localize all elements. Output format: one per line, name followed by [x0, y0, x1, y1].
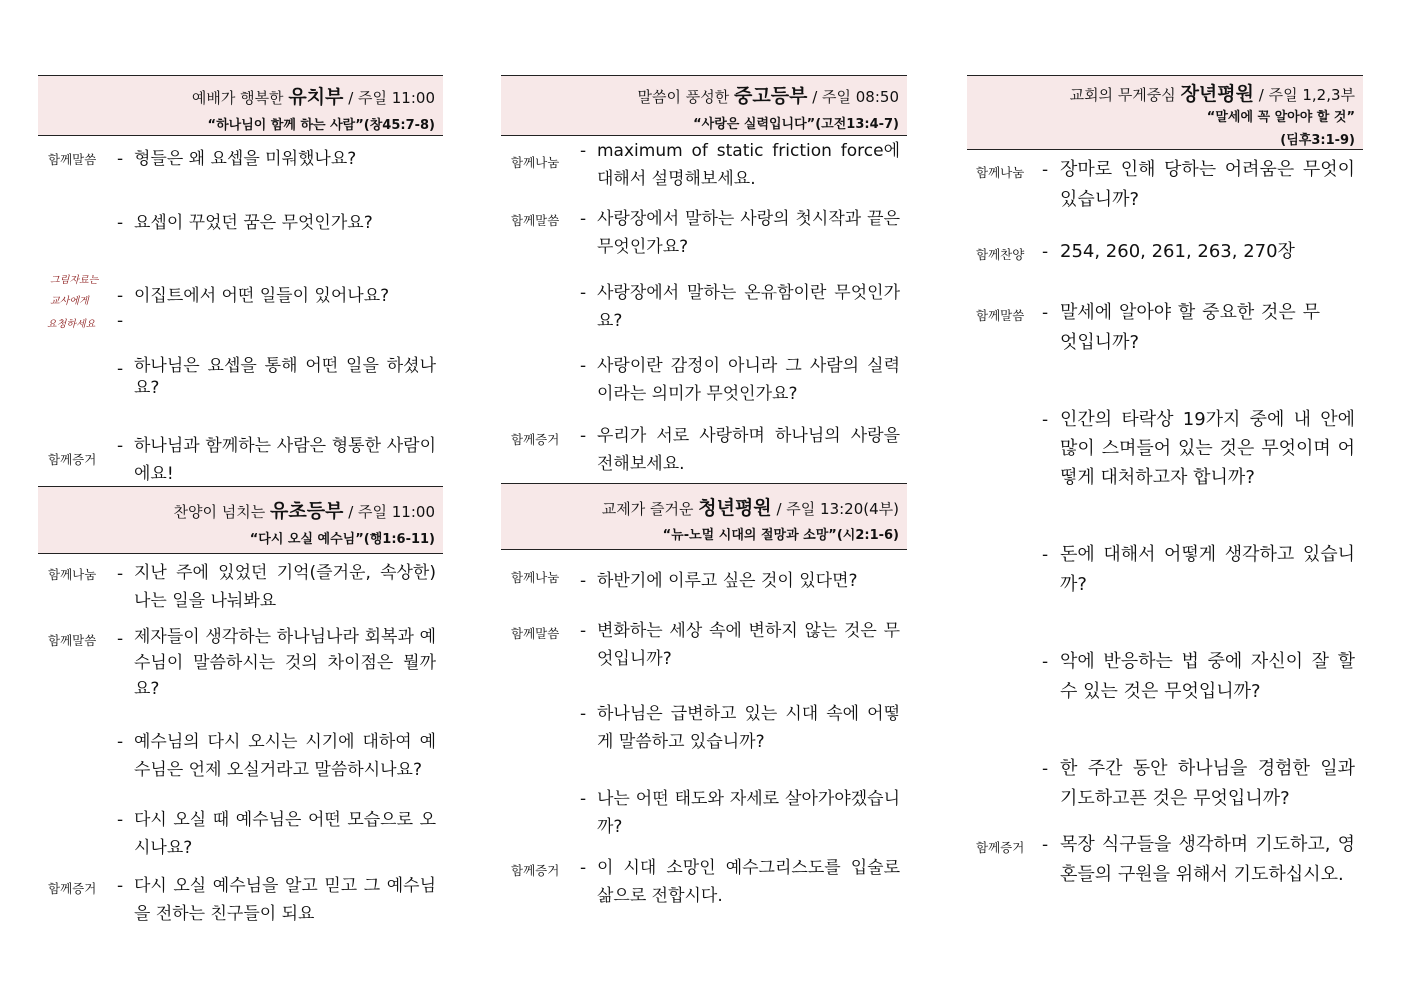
youth-tag-4: 함께증거	[511, 432, 560, 447]
dash: -	[117, 732, 124, 752]
kindergarten-note-line-1: 교사에게	[50, 296, 89, 307]
dash: -	[117, 629, 124, 649]
dash: -	[117, 810, 124, 830]
dash: -	[1042, 652, 1049, 672]
kindergarten-header	[38, 75, 443, 136]
youth-question-4: 우리가 서로 사랑하며 하나님의 사랑을 전해보세요.	[597, 426, 900, 474]
adults-question-7: 목장 식구들을 생각하며 기도하고, 영혼들의 구원을 위해서 기도하십시오.	[1060, 834, 1355, 885]
adults-question-0: 장마로 인해 당하는 어려움은 무엇이 있습니까?	[1060, 159, 1355, 210]
dash: -	[580, 283, 587, 303]
elementary-question-0: 지난 주에 있었던 기억(즐거운, 속상한)나는 일을 나눠봐요	[134, 563, 436, 611]
young-adults-tag-0: 함께나눔	[511, 570, 560, 585]
dash: -	[580, 356, 587, 376]
elementary-theme: “다시 오실 예수님”(행1:6-11)	[249, 532, 435, 547]
adults-question-6: 한 주간 동안 하나님을 경험한 일과 기도하고픈 것은 무엇입니까?	[1060, 758, 1355, 809]
youth-tag-1: 함께말씀	[511, 213, 560, 228]
adults-theme-ref: (딤후3:1-9)	[1280, 133, 1355, 148]
adults-title: 교회의 무게중심 장년평원 / 주일 1,2,3부	[1069, 83, 1355, 105]
dash: -	[580, 789, 587, 809]
dash: -	[580, 571, 587, 591]
young-adults-question-1: 변화하는 세상 속에 변하지 않는 것은 무엇입니까?	[597, 621, 900, 669]
adults-question-4: 돈에 대해서 어떻게 생각하고 있습니까?	[1060, 544, 1355, 595]
dash: -	[1042, 242, 1049, 262]
dash: -	[1042, 410, 1049, 430]
kindergarten-question-2: 이집트에서 어떤 일들이 있어나요?	[134, 286, 390, 306]
elementary-tag-4: 함께증거	[48, 881, 97, 896]
kindergarten-dept: 유치부	[288, 86, 344, 108]
dash: -	[1042, 160, 1049, 180]
kindergarten-question-5: 하나님과 함께하는 사람은 형통한 사람이에요!	[134, 436, 436, 484]
elementary-question-2: 예수님의 다시 오시는 시기에 대하여 예수님은 언제 오실거라고 말씀하시나요?	[134, 732, 436, 780]
dash: -	[117, 286, 124, 306]
kindergarten-title: 예배가 행복한 유치부 / 주일 11:00	[191, 86, 435, 108]
young-adults-title: 교제가 즐거운 청년평원 / 주일 13:20(4부)	[601, 497, 899, 519]
kindergarten-question-0: 형들은 왜 요셉을 미워했나요?	[134, 149, 357, 169]
elementary-tag-1: 함께말씀	[48, 633, 97, 648]
dash: -	[580, 704, 587, 724]
adults-question-3: 인간의 타락상 19가지 중에 내 안에 많이 스며들어 있는 것은 무엇이며 어떻게 대처하고자 합니까?	[1060, 409, 1355, 488]
dash: -	[1042, 303, 1049, 323]
youth-dept: 중고등부	[733, 85, 808, 107]
dash: -	[580, 621, 587, 641]
adults-header	[967, 75, 1363, 150]
adults-tag-0: 함께나눔	[976, 165, 1025, 180]
youth-tag-0: 함께나눔	[511, 155, 560, 170]
adults-tag-7: 함께증거	[976, 840, 1025, 855]
kindergarten-tag-0: 함께말씀	[48, 152, 97, 167]
adults-question-5: 악에 반응하는 법 중에 자신이 잘 할 수 있는 것은 무엇입니까?	[1060, 651, 1355, 702]
adults-question-2: 말세에 알아야 할 중요한 것은 무엇입니까?	[1060, 302, 1320, 353]
dash: -	[117, 149, 124, 169]
young-adults-question-4: 이 시대 소망인 예수그리스도를 입술로 삶으로 전합시다.	[597, 858, 900, 906]
kindergarten-tag-5: 함께증거	[48, 452, 97, 467]
dash: -	[1042, 545, 1049, 565]
adults-tag-2: 함께말씀	[976, 308, 1025, 323]
dash: -	[117, 213, 124, 233]
adults-theme: “말세에 꼭 알아야 할 것”	[1206, 110, 1355, 125]
youth-question-3: 사랑이란 감정이 아니라 그 사람의 실력이라는 의미가 무엇인가요?	[597, 356, 900, 404]
dash: -	[1042, 759, 1049, 779]
kindergarten-question-1: 요셉이 꾸었던 꿈은 무엇인가요?	[134, 213, 373, 233]
elementary-title: 찬양이 넘치는 유초등부 / 주일 11:00	[173, 500, 435, 522]
young-adults-question-3: 나는 어떤 태도와 자세로 살아가야겠습니까?	[597, 789, 900, 837]
kindergarten-question-4: 하나님은 요셉을 통해 어떤 일을 하셨나요?	[134, 356, 436, 398]
kindergarten-note-line-0: 그림자료는	[50, 275, 99, 286]
dash: -	[580, 209, 587, 229]
kindergarten-note-line-2: 요청하세요	[47, 319, 96, 330]
youth-question-1: 사랑장에서 말하는 사랑의 첫시작과 끝은 무엇인가요?	[597, 209, 900, 257]
elementary-tag-0: 함께나눔	[48, 567, 97, 582]
elementary-question-4: 다시 오실 예수님을 알고 믿고 그 예수님을 전하는 친구들이 되요	[134, 876, 436, 924]
dash: -	[117, 436, 124, 456]
young-adults-tag-1: 함께말씀	[511, 626, 560, 641]
young-adults-tag-4: 함께증거	[511, 863, 560, 878]
youth-question-2: 사랑장에서 말하는 온유함이란 무엇인가요?	[597, 283, 900, 331]
dash: -	[580, 141, 587, 161]
adults-tag-1: 함께찬양	[976, 247, 1025, 262]
young-adults-question-2: 하나님은 급변하고 있는 시대 속에 어떻게 말씀하고 있습니까?	[597, 704, 900, 752]
adults-dept: 장년평원	[1180, 83, 1254, 105]
youth-title: 말씀이 풍성한 중고등부 / 주일 08:50	[637, 85, 899, 107]
dash: -	[1042, 835, 1049, 855]
adults-question-1: 254, 260, 261, 263, 270장	[1060, 241, 1295, 262]
dash: -	[580, 426, 587, 446]
dash: -	[117, 564, 124, 584]
elementary-question-1: 제자들이 생각하는 하나님나라 회복과 예수님이 말씀하시는 것의 차이점은 뭘까요?	[134, 627, 436, 699]
young-adults-question-0: 하반기에 이루고 싶은 것이 있다면?	[597, 571, 858, 591]
dash: -	[117, 311, 124, 331]
young-adults-theme: “뉴-노멀 시대의 절망과 소망”(시2:1-6)	[662, 528, 899, 543]
dash: -	[580, 858, 587, 878]
elementary-question-3: 다시 오실 때 예수님은 어떤 모습으로 오시나요?	[134, 810, 436, 858]
elementary-dept: 유초등부	[269, 500, 344, 522]
elementary-header	[38, 486, 443, 554]
youth-question-0: maximum of static friction force에 대해서 설명해보세요.	[597, 141, 900, 189]
youth-header	[501, 75, 907, 136]
young-adults-dept: 청년평원	[698, 497, 772, 519]
young-adults-header	[501, 483, 907, 550]
kindergarten-theme: “하나님이 함께 하는 사람”(창45:7-8)	[207, 118, 435, 133]
youth-theme: “사랑은 실력입니다”(고전13:4-7)	[693, 117, 899, 132]
dash: -	[117, 359, 124, 379]
dash: -	[117, 876, 124, 896]
